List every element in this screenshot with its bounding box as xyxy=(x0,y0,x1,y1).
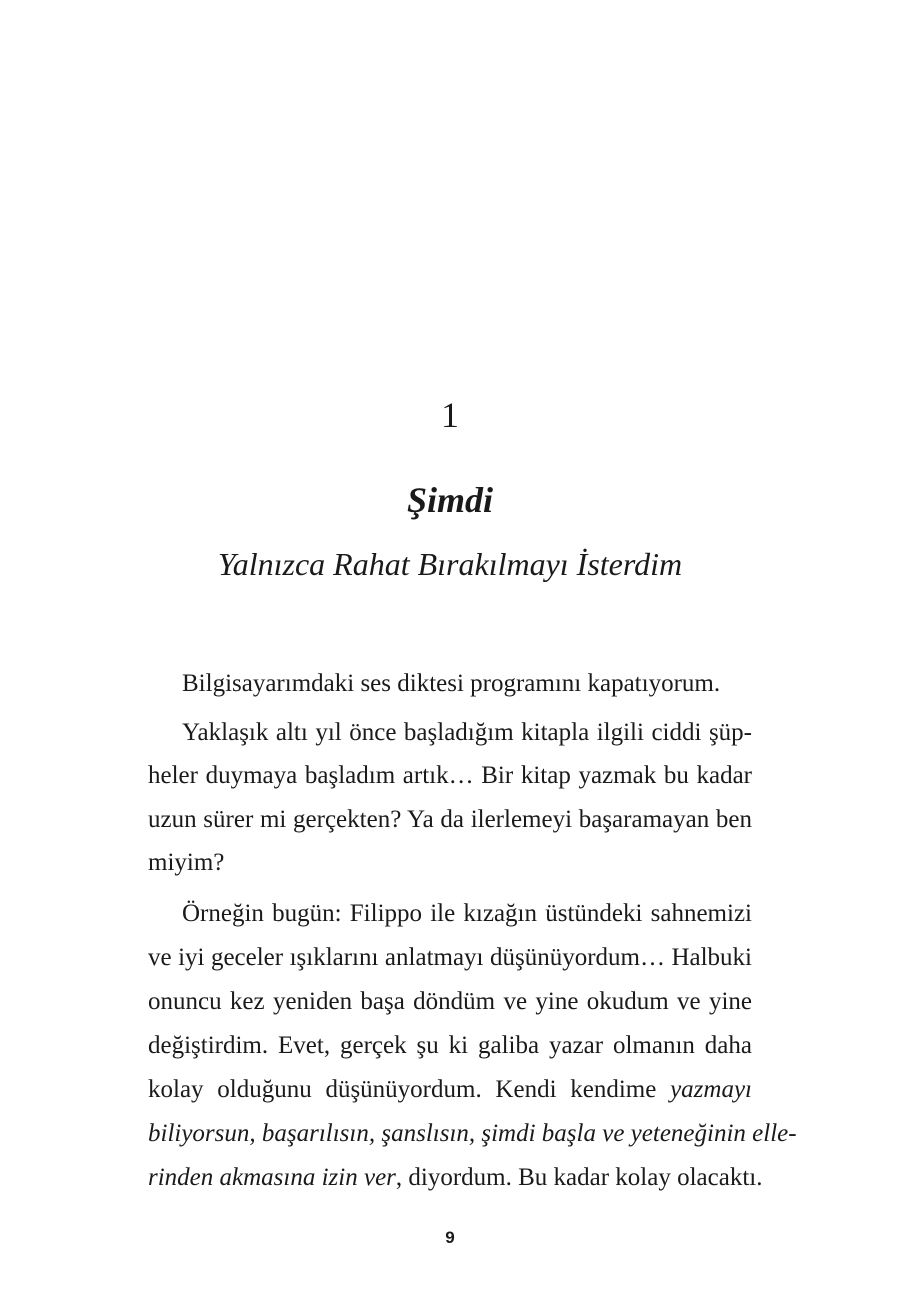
paragraph-1-line-1: Bilgisayarımdaki ses diktesi programını kapatıyorum. xyxy=(182,670,721,697)
paragraph-2-line-1: Yaklaşık altı yıl önce başladığım kitapla ilgili ciddi şüp- xyxy=(182,719,752,746)
chapter-number: 1 xyxy=(441,395,459,435)
paragraph-3-line-1: Örneğin bugün: Filippo ile kızağın üstündeki sahnemizi xyxy=(182,900,752,927)
paragraph-3-line-7 xyxy=(148,1161,763,1195)
page-number: 9 xyxy=(445,1228,455,1247)
paragraph-3-line-7-plain: , diyordum. Bu kadar kolay olacaktı. xyxy=(395,1164,763,1191)
paragraph-2-line-2: heler duymaya başladım artık… Bir kitap yazmak bu kadar xyxy=(148,762,752,789)
paragraph-2-line-4: miyim? xyxy=(148,849,225,876)
paragraph-2-line-3: uzun sürer mi gerçekten? Ya da ilerlemeyi başaramayan ben xyxy=(148,806,752,833)
paragraph-3-line-5 xyxy=(148,1073,752,1107)
paragraph-3-line-7-italic: rinden akmasına izin ver xyxy=(148,1164,396,1191)
paragraph-3-line-4: değiştirdim. Evet, gerçek şu ki galiba yazar olmanın daha xyxy=(148,1032,752,1059)
paragraph-3-line-5-italic: yazmayı xyxy=(670,1076,752,1103)
paragraph-3-line-3: onuncu kez yeniden başa döndüm ve yine okudum ve yine xyxy=(148,988,752,1015)
paragraph-3-line-2: ve iyi geceler ışıklarını anlatmayı düşünüyordum… Halbuki xyxy=(148,944,752,971)
chapter-title: Şimdi xyxy=(406,480,494,520)
paragraph-3-line-6: biliyorsun, başarılısın, şanslısın, şimdi başla ve yeteneğinin elle- xyxy=(148,1120,797,1147)
paragraph-3-line-5-plain: kolay olduğunu düşünüyordum. Kendi kendime xyxy=(148,1076,671,1103)
chapter-subtitle: Yalnızca Rahat Bırakılmayı İsterdim xyxy=(217,546,683,582)
